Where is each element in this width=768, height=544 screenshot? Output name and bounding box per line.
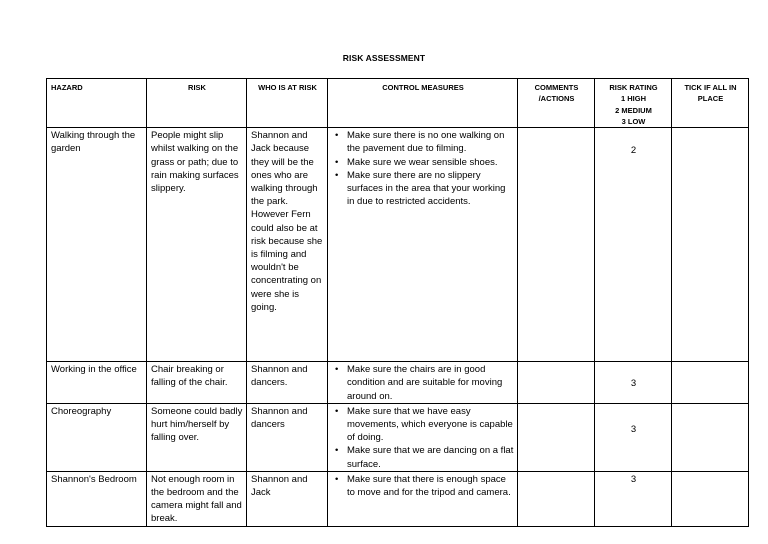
header-comments-actions: COMMENTS /ACTIONS	[518, 79, 595, 128]
risk-rating-scale-low: 3 LOW	[621, 116, 646, 126]
risk-rating-cell: 2	[595, 128, 672, 362]
who-cell: Shannon and Jack because they will be the ones who are walking through the park. However Fern could also be at risk because she is filming and wouldn't be concentrating on were she is going.	[247, 128, 328, 362]
who-cell: Shannon and dancers	[247, 403, 328, 471]
table-row	[47, 362, 749, 404]
hazard-cell: Choreography	[47, 403, 147, 471]
control-measure-item: • Make sure that there is enough space to move and for the tripod and camera.	[332, 473, 514, 499]
control-measure-item: • Make sure there are no slippery surfaces in the area that your working in due to restricted accidents.	[332, 169, 514, 209]
control-measure-item: • Make sure that we are dancing on a flat surface.	[332, 444, 514, 470]
comments-cell	[518, 471, 595, 526]
header-hazard: HAZARD	[47, 79, 147, 128]
header-risk: RISK	[147, 79, 247, 128]
risk-cell: Someone could badly hurt him/herself by falling over.	[147, 403, 247, 471]
tick-cell	[672, 403, 749, 471]
control-measures-cell	[328, 471, 518, 526]
comments-cell	[518, 128, 595, 362]
table-row	[47, 403, 749, 471]
comments-cell	[518, 403, 595, 471]
control-measure-item: • Make sure there is no one walking on the pavement due to filming.	[332, 129, 514, 155]
header-tick-if-all-in-place: TICK IF ALL IN PLACE	[672, 79, 749, 128]
hazard-cell: Working in the office	[47, 362, 147, 404]
header-risk-rating	[595, 79, 672, 128]
header-control-measures: CONTROL MEASURES	[328, 79, 518, 128]
header-who-is-at-risk: WHO IS AT RISK	[247, 79, 328, 128]
risk-rating-scale-medium: 2 MEDIUM	[615, 105, 652, 115]
risk-cell: Chair breaking or falling of the chair.	[147, 362, 247, 404]
risk-rating-cell: 3	[595, 362, 672, 404]
control-measures-cell	[328, 403, 518, 471]
who-cell: Shannon and Jack	[247, 471, 328, 526]
risk-rating-label: RISK RATING	[609, 83, 658, 92]
control-measures-list	[332, 363, 514, 403]
risk-cell: Not enough room in the bedroom and the camera might fall and break.	[147, 471, 247, 526]
who-cell: Shannon and dancers.	[247, 362, 328, 404]
control-measure-item: • Make sure we wear sensible shoes.	[332, 156, 514, 169]
control-measures-list	[332, 473, 514, 499]
risk-assessment-table	[46, 78, 749, 527]
control-measure-item: • Make sure the chairs are in good condition and are suitable for moving around on.	[332, 363, 514, 403]
control-measures-list	[332, 405, 514, 471]
control-measures-cell	[328, 362, 518, 404]
control-measures-cell	[328, 128, 518, 362]
hazard-cell: Walking through the garden	[47, 128, 147, 362]
risk-cell: People might slip whilst walking on the grass or path; due to rain making surfaces slippery.	[147, 128, 247, 362]
document-title: RISK ASSESSMENT	[342, 53, 426, 63]
hazard-cell: Shannon's Bedroom	[47, 471, 147, 526]
control-measure-item: • Make sure that we have easy movements, which everyone is capable of doing.	[332, 405, 514, 445]
control-measures-list	[332, 129, 514, 208]
comments-cell	[518, 362, 595, 404]
tick-cell	[672, 128, 749, 362]
risk-rating-cell: 3	[595, 403, 672, 471]
risk-rating-cell: 3	[595, 471, 672, 526]
table-row	[47, 471, 749, 526]
tick-cell	[672, 362, 749, 404]
header-row	[47, 79, 749, 128]
tick-cell	[672, 471, 749, 526]
risk-rating-scale-high: 1 HIGH	[620, 94, 646, 104]
table-row	[47, 128, 749, 362]
